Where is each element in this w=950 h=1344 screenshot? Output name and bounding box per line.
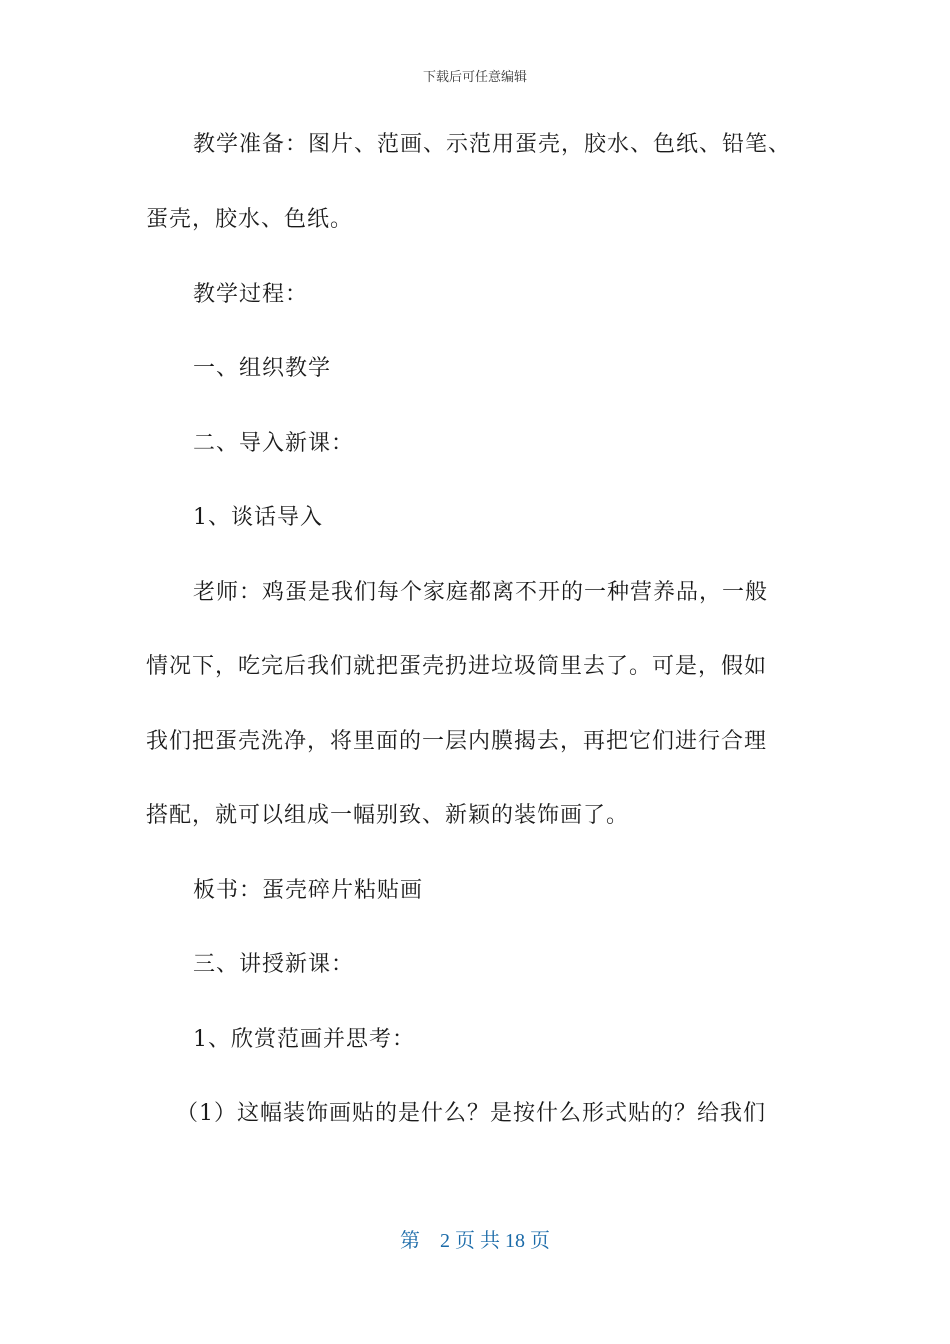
paragraph-line: 搭配，就可以组成一幅别致、新颖的装饰画了。 bbox=[146, 803, 630, 828]
paragraph-line: 教学准备：图片、范画、示范用蛋壳，胶水、色纸、铅笔、 bbox=[193, 132, 792, 157]
paragraph-line: 蛋壳，胶水、色纸。 bbox=[146, 207, 354, 232]
paragraph-line: 情况下，吃完后我们就把蛋壳扔进垃圾筒里去了。可是，假如 bbox=[146, 654, 768, 679]
section-heading: 一、组织教学 bbox=[193, 356, 332, 381]
paragraph-line: 老师：鸡蛋是我们每个家庭都离不开的一种营养品，一般 bbox=[193, 580, 769, 605]
subsection-heading: 1、欣赏范画并思考： bbox=[193, 1027, 415, 1052]
section-heading: 二、导入新课： bbox=[193, 431, 355, 456]
paragraph-line: （1）这幅装饰画贴的是什么？是按什么形式贴的？给我们 bbox=[176, 1101, 766, 1126]
paragraph-line: 我们把蛋壳洗净，将里面的一层内膜揭去，再把它们进行合理 bbox=[146, 729, 768, 754]
page-number: 第 2 页 共 18 页 bbox=[400, 1230, 550, 1252]
subsection-heading: 1、谈话导入 bbox=[193, 505, 323, 530]
section-heading: 三、讲授新课： bbox=[193, 952, 355, 977]
page-header: 下载后可任意编辑 bbox=[422, 70, 527, 85]
paragraph-line: 板书：蛋壳碎片粘贴画 bbox=[193, 878, 424, 903]
section-heading: 教学过程： bbox=[193, 282, 309, 307]
